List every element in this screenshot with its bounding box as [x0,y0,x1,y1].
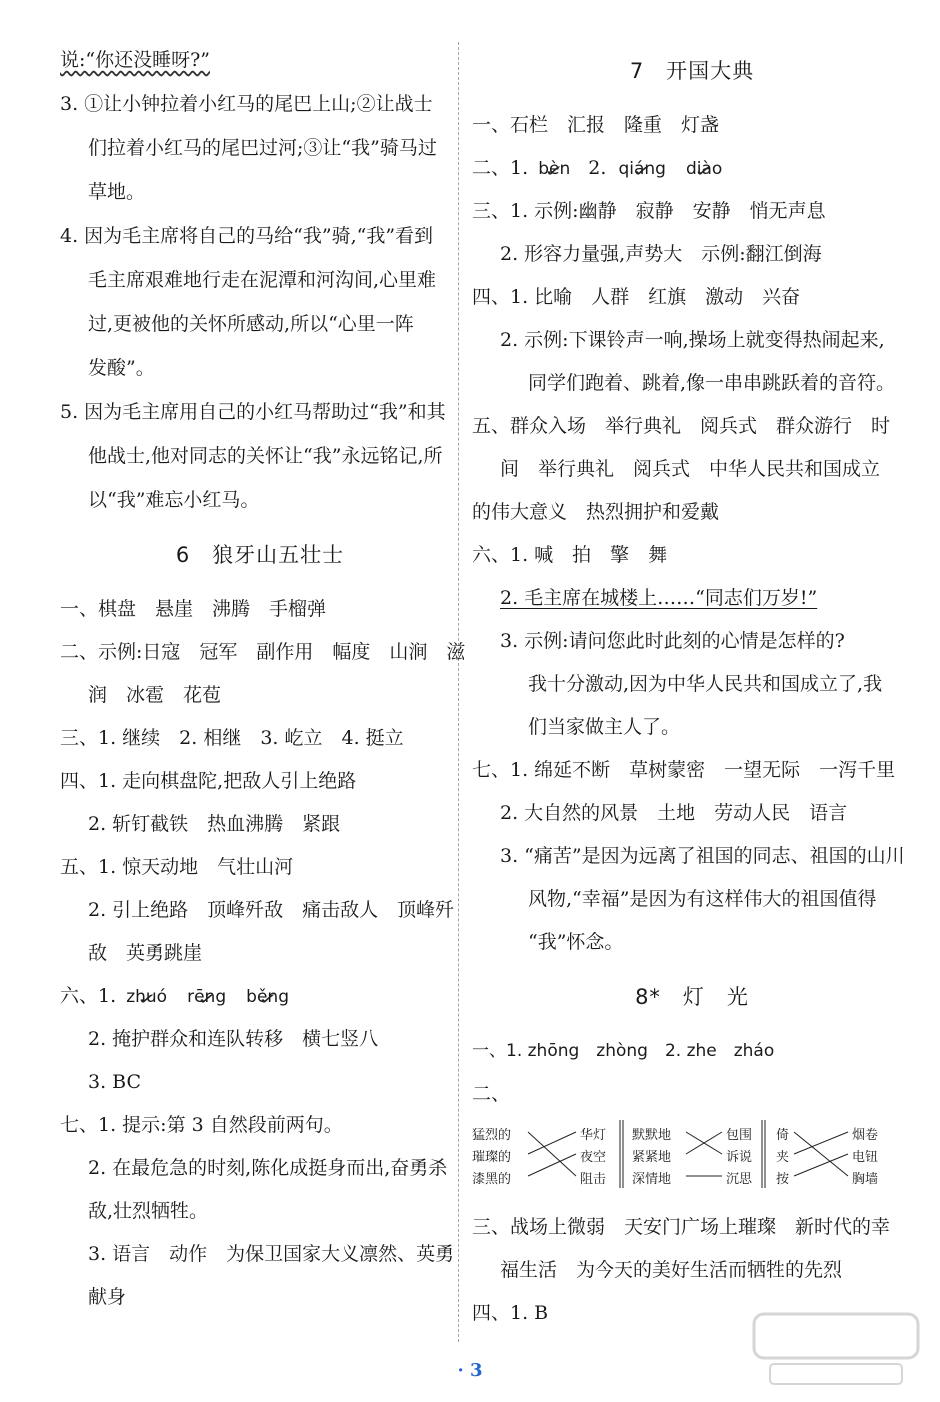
answer-line: 说:“你还没睡呀?” [60,49,211,71]
pinyin-answer: běng ✓ [246,976,289,1019]
answer-line: 的伟大意义 热烈拥护和爱戴 [472,501,720,523]
answer-line: 5. 因为毛主席用自己的小红马帮助过“我”和其 [60,401,446,423]
answer-line: 毛主席艰难地行走在泥潭和河沟间,心里难 [88,269,437,291]
answer-line: 他战士,他对同志的关怀让“我”永远铭记,所 [88,445,443,467]
answer-line: 风物,“幸福”是因为有这样伟大的祖国值得 [528,888,877,910]
answer-line: 2. 在最危急的时刻,陈化成挺身而出,奋勇杀 [88,1157,448,1179]
answer-line: 们当家做主人了。 [528,716,681,738]
answer-line: 们拉着小红马的尾巴过河;③让“我”骑马过 [88,137,437,159]
match-item: 猛烈的 [472,1128,512,1143]
answer-line: 一、棋盘 悬崖 沸腾 手榴弹 [60,598,327,620]
matching-lines [472,1116,912,1206]
answer-line: 同学们跑着、跳着,像一串串跳跃着的音符。 [528,372,896,394]
left-column [60,38,466,1319]
answer-line: 2. 大自然的风景 土地 劳动人民 语言 [500,802,848,824]
match-item: 深情地 [632,1172,672,1187]
answer-line: 3. 语言 动作 为保卫国家大义凛然、英勇 [88,1243,455,1265]
answer-line: 间 举行典礼 阅兵式 中华人民共和国成立 [500,458,881,480]
matching-exercise [472,1116,912,1206]
answer-line: 二、 [472,1083,511,1105]
answer-line: 敌 英勇跳崖 [88,942,203,964]
question-number: 2. [588,157,607,179]
match-item: 胸墙 [852,1172,879,1187]
match-item: 漆黑的 [472,1172,512,1187]
answer-line: 2. 形容力量强,声势大 示例:翻江倒海 [500,243,822,265]
answer-line: 草地。 [88,181,146,203]
match-item: 阻击 [580,1172,607,1187]
pinyin-answer: zhuó ✓ [126,976,167,1019]
answer-line: 一、1. zhōng zhòng 2. zhe zháo [472,1041,775,1061]
answer-line: 2. 斩钉截铁 热血沸腾 紧跟 [88,813,341,835]
answer-line: 三、1. 继续 2. 相继 3. 屹立 4. 挺立 [60,727,404,749]
match-item: 烟卷 [852,1128,879,1143]
pinyin-line [472,147,912,190]
match-item: 华灯 [580,1128,607,1143]
section-title-8: 8* 灯 光 [635,985,749,1009]
match-item: 默默地 [632,1128,672,1143]
answer-line: 五、1. 惊天动地 气壮山河 [60,856,294,878]
pinyin-answer: bèn ✓ [538,148,570,191]
answer-line: 三、战场上微弱 天安门广场上璀璨 新时代的幸 [472,1216,891,1238]
answer-line: 3. “痛苦”是因为远离了祖国的同志、祖国的山川 [500,845,905,867]
pinyin-line [60,975,460,1018]
match-item: 电钮 [852,1150,879,1165]
answer-line: 四、1. 走向棋盘陀,把敌人引上绝路 [60,770,357,792]
answer-line: 福生活 为今天的美好生活而牺牲的先烈 [500,1259,843,1281]
answer-line: 我十分激动,因为中华人民共和国成立了,我 [528,673,883,695]
match-item: 璀璨的 [472,1150,512,1165]
match-item: 紧紧地 [632,1150,672,1165]
answer-line: 润 冰雹 花苞 [88,684,222,706]
right-column [472,38,912,1335]
answer-line: 敌,壮烈牺牲。 [88,1200,209,1222]
answer-line: 二、示例:日寇 冠军 副作用 幅度 山涧 滋 [60,641,466,663]
match-item: 倚 [776,1128,790,1143]
match-item: 按 [776,1172,790,1187]
answer-line: 四、1. 比喻 人群 红旗 激动 兴奋 [472,286,801,308]
answer-line: 七、1. 绵延不断 草树蒙密 一望无际 一泻千里 [472,759,896,781]
answer-line: “我”怀念。 [528,931,624,953]
pinyin-answer: diào ✓ [686,148,722,191]
section-title-6: 6 狼牙山五壮士 [175,543,345,567]
answer-line: 发酸”。 [88,357,155,379]
question-number: 六、1. [60,985,117,1007]
answer-line: 四、1. B [472,1302,549,1324]
answer-line: 2. 掩护群众和连队转移 横七竖八 [88,1028,379,1050]
match-item: 包围 [726,1128,753,1143]
answer-line: 五、群众入场 举行典礼 阅兵式 群众游行 时 [472,415,891,437]
answer-line: 2. 示例:下课铃声一响,操场上就变得热闹起来, [500,329,885,351]
pinyin-answer: qiáng ✓ [618,148,666,191]
answer-line: 六、1. 喊 拍 擎 舞 [472,544,668,566]
match-item: 诉说 [726,1150,753,1165]
answer-line: 一、石栏 汇报 隆重 灯盏 [472,114,720,136]
match-item: 夹 [776,1150,790,1165]
answer-line: 3. 示例:请问您此时此刻的心情是怎样的? [500,630,845,652]
answer-line: 献身 [88,1286,127,1308]
answer-line: 2. 毛主席在城楼上……“同志们万岁!” [500,587,818,609]
answer-line: 3. BC [88,1071,142,1093]
answer-line: 过,更被他的关怀所感动,所以“心里一阵 [88,313,414,335]
answer-line: 3. ①让小钟拉着小红马的尾巴上山;②让战士 [60,93,433,115]
section-title-7: 7 开国大典 [629,59,755,83]
pinyin-answer: rēng ✓ [187,976,226,1019]
question-number: 二、1. [472,157,529,179]
answer-line: 七、1. 提示:第 3 自然段前两句。 [60,1114,343,1136]
answer-line: 2. 引上绝路 顶峰歼敌 痛击敌人 顶峰歼 [88,899,455,921]
match-item: 夜空 [580,1150,607,1165]
match-item: 沉思 [726,1172,753,1187]
answer-line: 以“我”难忘小红马。 [88,489,260,511]
answer-line: 4. 因为毛主席将自己的马给“我”骑,“我”看到 [60,225,434,247]
answer-line: 三、1. 示例:幽静 寂静 安静 悄无声息 [472,200,826,222]
page-number: · 3 [457,1360,483,1381]
watermark-logo [746,1310,926,1390]
